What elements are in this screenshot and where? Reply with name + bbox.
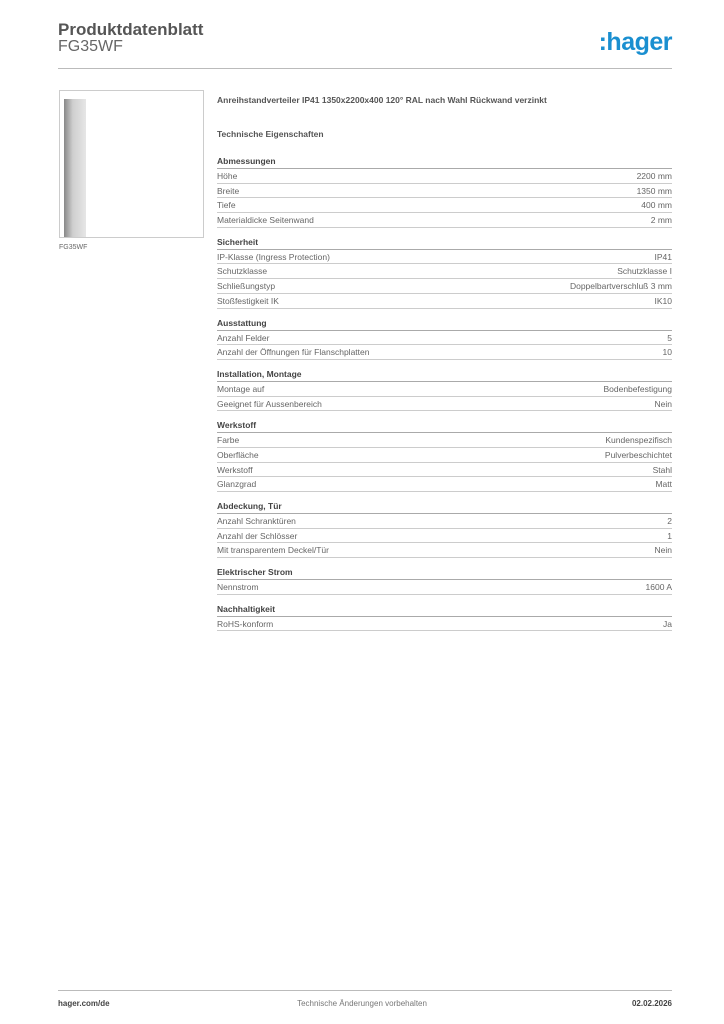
spec-row [217, 198, 672, 213]
spec-value: 1350 mm [636, 185, 672, 196]
spec-label: Höhe [217, 171, 238, 181]
spec-label: Breite [217, 185, 240, 196]
spec-value: Doppelbartverschluß 3 mm [569, 281, 672, 292]
spec-value: Kundenspezifisch [605, 435, 672, 446]
spec-row [217, 382, 672, 397]
spec-label: Tiefe [217, 200, 236, 211]
spec-label: Anzahl Felder [217, 332, 270, 343]
cabinet-picture [64, 99, 86, 237]
spec-row [217, 477, 672, 492]
tech-heading: Technische Eigenschaften [217, 129, 324, 139]
page-title: Produktdatenblatt [58, 20, 204, 39]
spec-row [217, 543, 672, 558]
spec-label: Nennstrom [217, 582, 259, 593]
spec-row [217, 529, 672, 544]
spec-row [217, 397, 672, 412]
section-title: Sicherheit [217, 236, 672, 250]
image-caption: FG35WF [59, 244, 88, 251]
spec-value: Nein [654, 545, 672, 556]
spec-value: 10 [662, 347, 672, 358]
footer-date: 02.02.2026 [631, 999, 672, 1008]
footer-divider [58, 990, 672, 991]
spec-section [217, 317, 672, 360]
spec-section [217, 419, 672, 492]
spec-value: Nein [654, 398, 672, 409]
spec-label: Anzahl der Schlösser [217, 530, 298, 541]
spec-value: 2 [667, 516, 672, 526]
spec-label: Schließungstyp [217, 281, 276, 292]
spec-label: Anzahl der Öffnungen für Flanschplatten [217, 347, 370, 358]
spec-value: Schutzklasse I [617, 266, 672, 277]
spec-value: IK10 [654, 295, 672, 306]
spec-label: Glanzgrad [217, 479, 257, 490]
section-title: Nachhaltigkeit [217, 603, 672, 617]
product-code: FG35WF [58, 38, 123, 55]
spec-row [217, 294, 672, 309]
spec-label: RoHS-konform [217, 618, 274, 629]
spec-value: Stahl [652, 464, 672, 475]
spec-label: Oberfläche [217, 449, 259, 460]
spec-label: Schutzklasse [217, 266, 268, 277]
spec-row [217, 514, 672, 529]
footer-note: Technische Änderungen vorbehalten [297, 999, 427, 1008]
spec-value: Ja [663, 618, 672, 629]
spec-label: Stoßfestigkeit IK [217, 295, 279, 306]
section-title: Abmessungen [217, 155, 672, 169]
spec-value: Pulverbeschichtet [604, 449, 672, 460]
spec-row [217, 184, 672, 199]
spec-value: 1600 A [645, 582, 672, 593]
footer-website[interactable]: hager.com/de [58, 999, 110, 1008]
spec-label: Materialdicke Seitenwand [217, 215, 314, 226]
spec-label: Montage auf [217, 383, 265, 394]
section-title: Installation, Montage [217, 368, 672, 382]
section-title: Ausstattung [217, 317, 672, 331]
spec-section [217, 236, 672, 309]
spec-section [217, 603, 672, 632]
spec-row [217, 250, 672, 265]
spec-value: Bodenbefestigung [603, 383, 672, 394]
spec-row [217, 331, 672, 346]
spec-value: Matt [655, 479, 672, 490]
spec-label: Farbe [217, 435, 240, 446]
spec-row [217, 463, 672, 478]
spec-value: 2 mm [650, 215, 672, 226]
product-description: Anreihstandverteiler IP41 1350x2200x400 120° RAL nach Wahl Rückwand verzinkt [217, 95, 547, 105]
hager-logo: :hager [598, 28, 672, 56]
spec-row [217, 433, 672, 448]
spec-section [217, 566, 672, 595]
spec-row [217, 264, 672, 279]
spec-label: Werkstoff [217, 464, 253, 475]
section-title: Werkstoff [217, 419, 672, 433]
spec-value: 1 [667, 530, 672, 541]
spec-section [217, 368, 672, 411]
spec-row [217, 279, 672, 294]
spec-label: Geeignet für Aussenbereich [217, 398, 322, 409]
spec-content [217, 95, 672, 631]
spec-label: Anzahl Schranktüren [217, 516, 296, 526]
spec-section [217, 500, 672, 558]
product-image [59, 90, 204, 238]
spec-value: IP41 [654, 251, 672, 262]
spec-row [217, 169, 672, 184]
spec-value: 400 mm [641, 200, 672, 211]
header-divider [58, 68, 672, 69]
spec-row [217, 345, 672, 360]
section-title: Elektrischer Strom [217, 566, 672, 580]
spec-row [217, 448, 672, 463]
spec-row [217, 580, 672, 595]
spec-sections [217, 155, 672, 631]
spec-value: 5 [667, 332, 672, 343]
spec-label: Mit transparentem Deckel/Tür [217, 545, 329, 556]
spec-value: 2200 mm [636, 171, 672, 181]
section-title: Abdeckung, Tür [217, 500, 672, 514]
spec-row [217, 617, 672, 632]
spec-label: IP-Klasse (Ingress Protection) [217, 251, 330, 262]
spec-row [217, 213, 672, 228]
spec-section [217, 155, 672, 228]
